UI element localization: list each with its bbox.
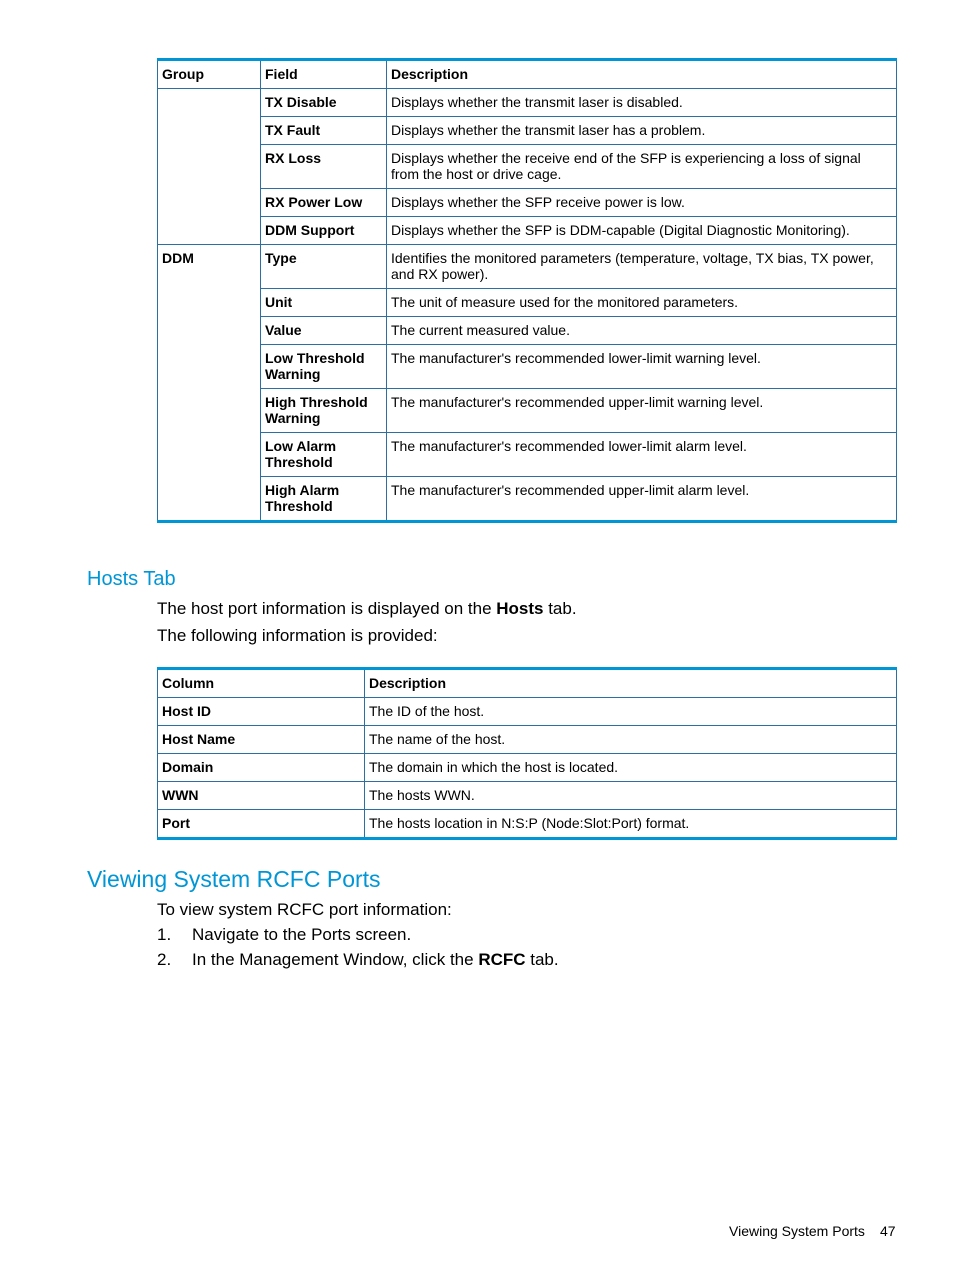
table-row [158,698,897,726]
field-cell: Value [261,317,387,345]
table-row [158,89,897,117]
field-cell: Unit [261,289,387,317]
step-2 [157,950,559,970]
field-cell: High Threshold Warning [261,389,387,433]
group-cell: DDM [158,245,261,522]
table-row [158,433,897,477]
description-cell: The ID of the host. [365,698,897,726]
description-cell: The hosts WWN. [365,782,897,810]
table-row [158,289,897,317]
field-cell: Low Alarm Threshold [261,433,387,477]
table-row [158,389,897,433]
rcfc-intro-paragraph: To view system RCFC port information: [157,900,452,919]
ports-field-table [157,58,897,523]
table-row [158,317,897,345]
table-row [158,245,897,289]
header-description: Description [387,60,897,89]
step-number: 1. [157,925,172,944]
description-cell: Displays whether the transmit laser is disabled. [387,89,897,117]
table-row [158,145,897,189]
step-text: In the Management Window, click the [192,950,479,969]
description-cell: The domain in which the host is located. [365,754,897,782]
step-number: 2. [157,950,172,969]
hosts-column-table [157,667,897,840]
description-cell: Displays whether the receive end of the SFP is experiencing a loss of signal from the host or drive cage. [387,145,897,189]
description-cell: The manufacturer's recommended upper-limit warning level. [387,389,897,433]
field-cell: RX Power Low [261,189,387,217]
description-cell: Displays whether the transmit laser has a problem. [387,117,897,145]
header-field: Field [261,60,387,89]
table-header-row [158,60,897,89]
header-group: Group [158,60,261,89]
table-row [158,754,897,782]
table-row [158,189,897,217]
rcfc-ports-heading: Viewing System RCFC Ports [87,866,381,892]
description-cell: The hosts location in N:S:P (Node:Slot:Port) format. [365,810,897,839]
description-cell: Displays whether the SFP is DDM-capable (Digital Diagnostic Monitoring). [387,217,897,245]
step-1 [157,925,411,945]
footer-section-title: Viewing System Ports [729,1223,865,1239]
group-cell [158,89,261,245]
hosts-tab-heading: Hosts Tab [87,568,176,590]
field-cell: Low Threshold Warning [261,345,387,389]
field-cell: Type [261,245,387,289]
table-row [158,782,897,810]
table-row [158,810,897,839]
column-cell: Host Name [158,726,365,754]
column-cell: Domain [158,754,365,782]
hosts-intro-suffix: tab. [543,599,577,618]
description-cell: The manufacturer's recommended lower-limit warning level. [387,345,897,389]
header-column: Column [158,669,365,698]
hosts-info-paragraph: The following information is provided: [157,626,438,645]
header-description: Description [365,669,897,698]
description-cell: The name of the host. [365,726,897,754]
table-header-row [158,669,897,698]
table-row [158,345,897,389]
field-cell: DDM Support [261,217,387,245]
description-cell: Identifies the monitored parameters (temperature, voltage, TX bias, TX power, and RX power). [387,245,897,289]
table-row [158,117,897,145]
step-text-suffix: tab. [525,950,559,969]
field-cell: High Alarm Threshold [261,477,387,522]
table-row [158,217,897,245]
description-cell: The manufacturer's recommended upper-limit alarm level. [387,477,897,522]
description-cell: The unit of measure used for the monitored parameters. [387,289,897,317]
description-cell: Displays whether the SFP receive power is low. [387,189,897,217]
table-row [158,726,897,754]
page-number: 47 [880,1223,896,1239]
field-cell: TX Fault [261,117,387,145]
column-cell: Host ID [158,698,365,726]
description-cell: The manufacturer's recommended lower-limit alarm level. [387,433,897,477]
step-text: Navigate to the Ports screen. [192,925,412,944]
table-row [158,477,897,522]
column-cell: Port [158,810,365,839]
hosts-intro-paragraph [157,599,577,619]
column-cell: WWN [158,782,365,810]
field-cell: RX Loss [261,145,387,189]
hosts-intro-text: The host port information is displayed on the [157,599,497,618]
rcfc-tab-name: RCFC [478,950,526,969]
hosts-tab-name: Hosts [496,599,544,618]
description-cell: The current measured value. [387,317,897,345]
field-cell: TX Disable [261,89,387,117]
